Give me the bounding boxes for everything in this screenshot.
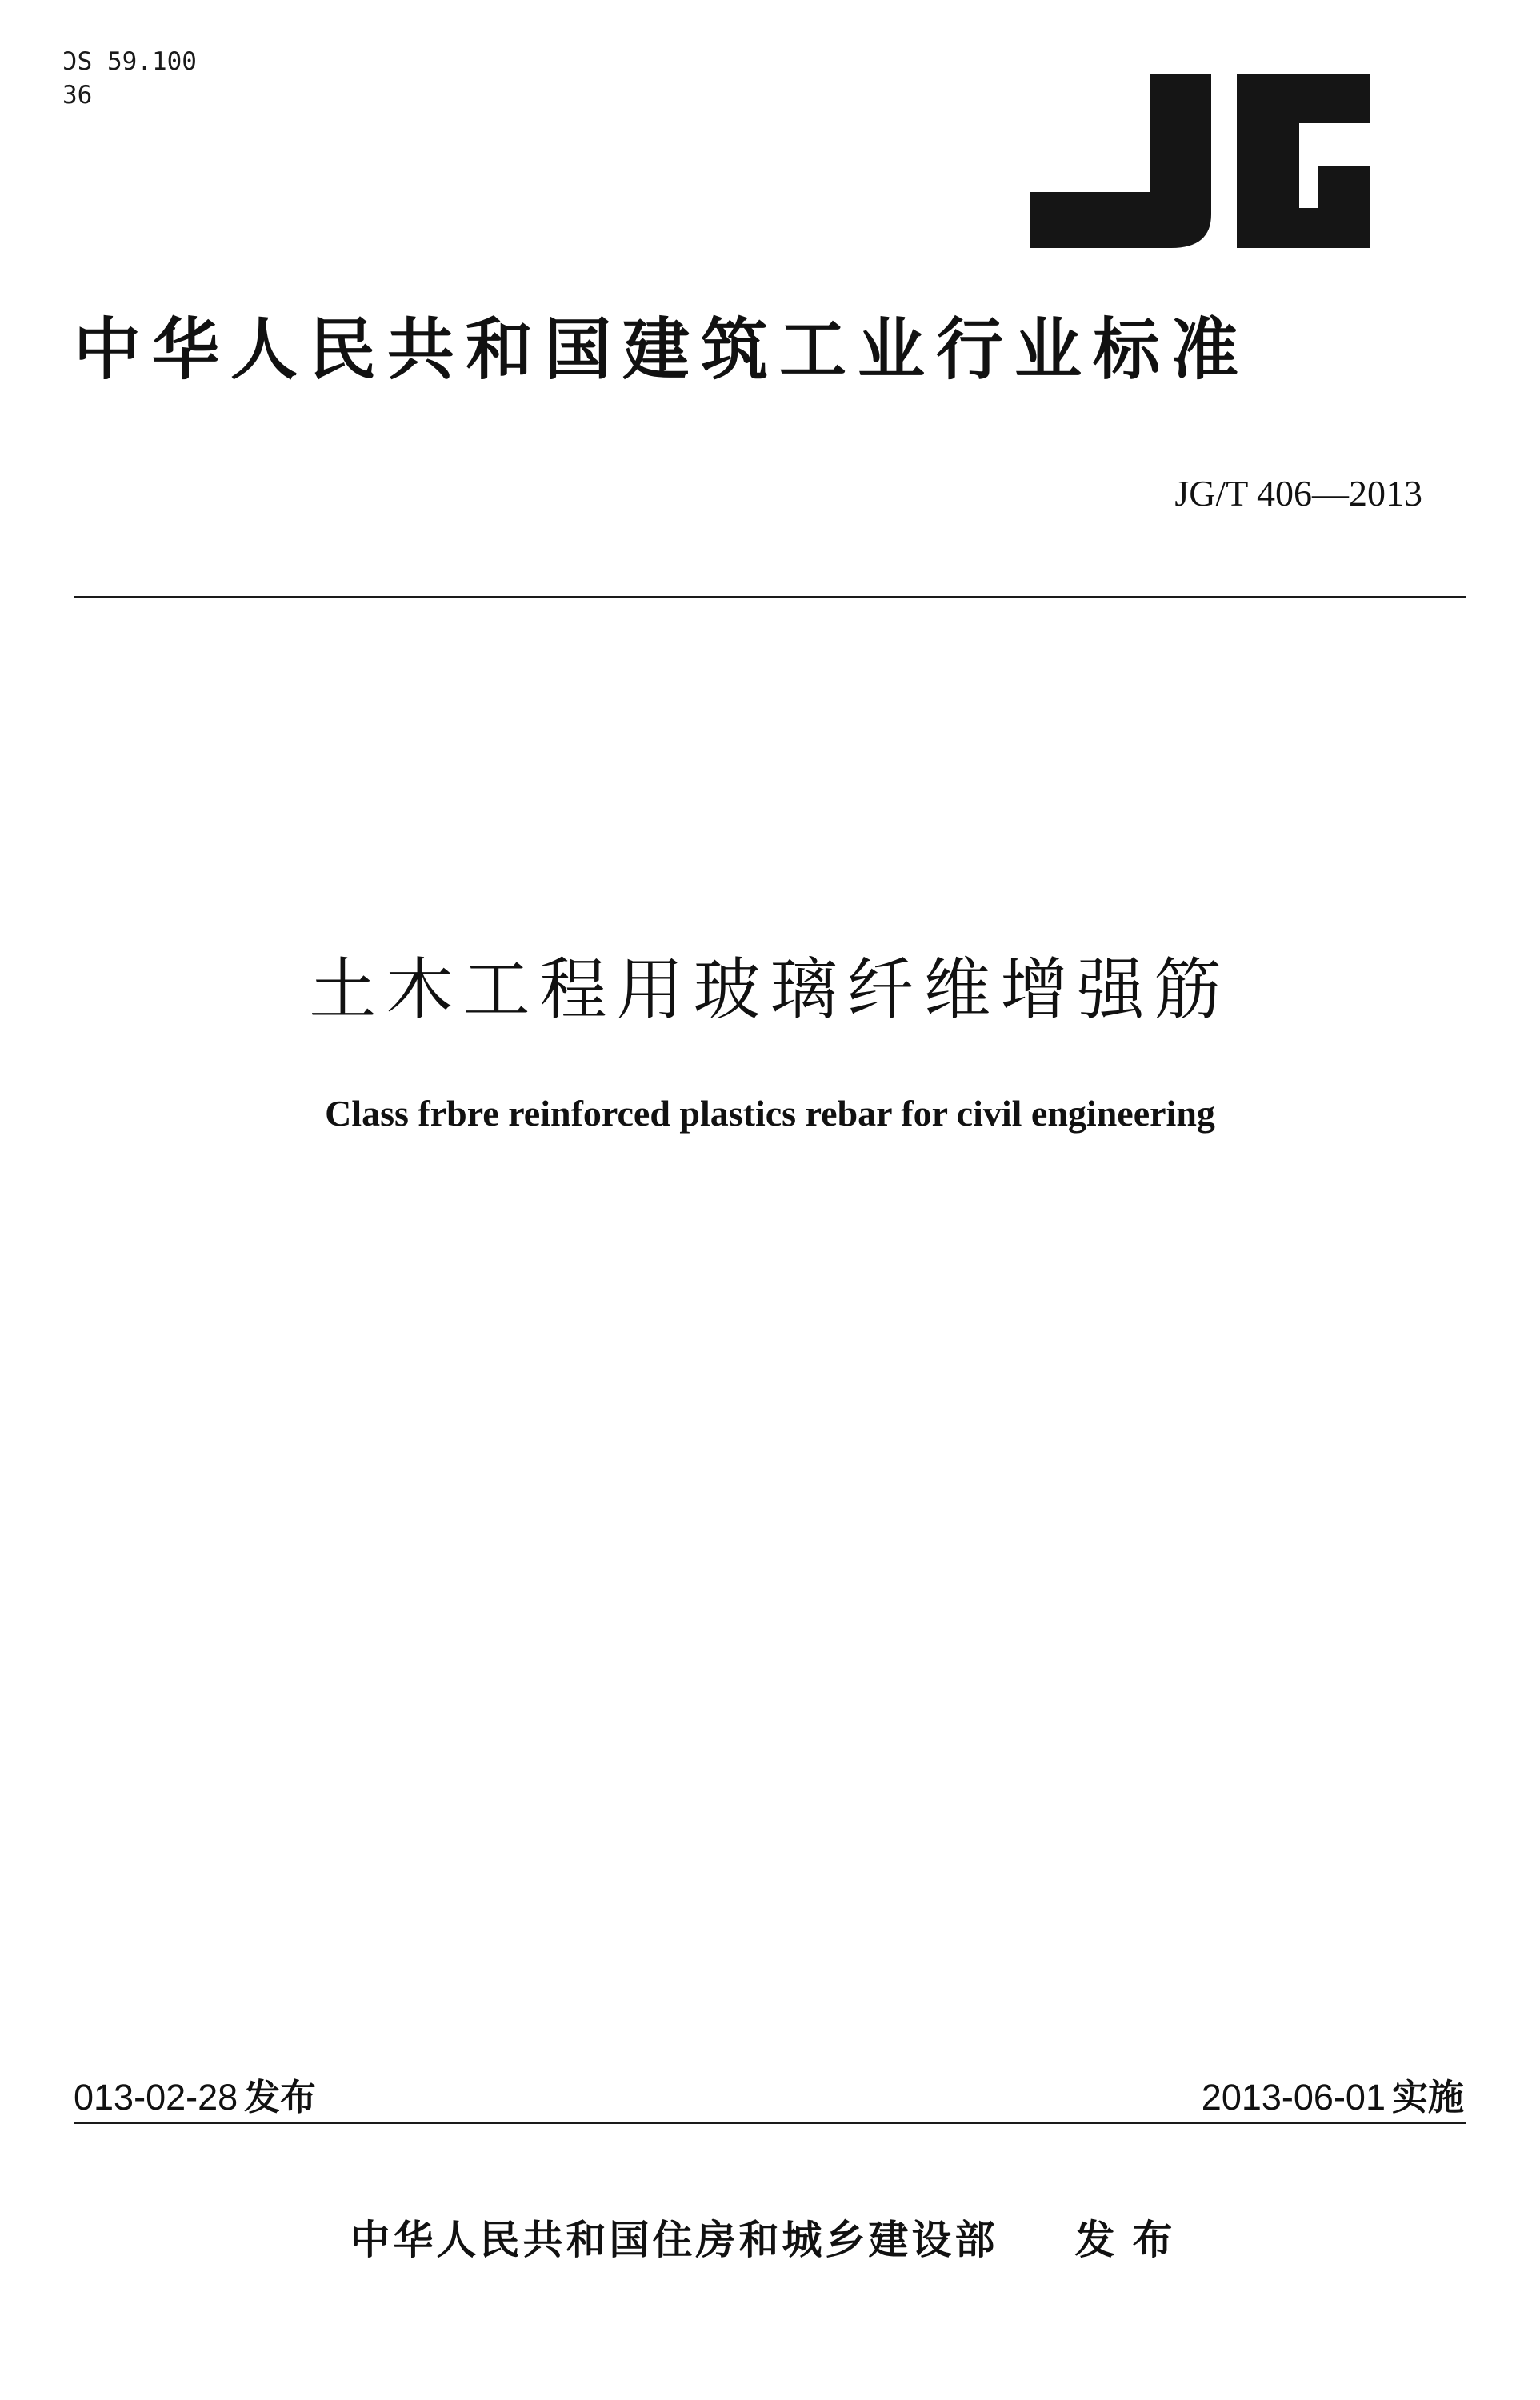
document-title-chinese: 土木工程用玻璃纤维增强筋	[309, 950, 1231, 1029]
effective-label: 实施	[1391, 2076, 1464, 2118]
document-title-english: Class frbre reinforced plastics rebar for civil engineering	[325, 1093, 1215, 1134]
standard-code: JG/T 406—2013	[1174, 473, 1422, 514]
jg-logo	[1030, 74, 1370, 248]
ics-number: ƆS 59.100	[62, 47, 197, 76]
header-divider	[74, 596, 1466, 598]
jg-logo-letterforms	[1030, 74, 1370, 248]
publisher-name: 中华人民共和国住房和城乡建设部	[350, 2217, 998, 2263]
publisher-line	[0, 2208, 1540, 2266]
issue-date: 013-02-28	[74, 2077, 238, 2118]
issue-date-block	[74, 2068, 316, 2120]
standard-category-title: 中华人民共和国建筑工业行业标准	[74, 310, 1250, 389]
effective-date: 2013-06-01	[1201, 2077, 1386, 2118]
publisher-action: 发布	[1074, 2217, 1190, 2263]
effective-date-block	[1202, 2068, 1464, 2120]
ics-classification	[62, 45, 197, 112]
issue-label: 发布	[244, 2076, 317, 2118]
footer-divider	[74, 2122, 1466, 2124]
ccs-number: 36	[62, 81, 93, 110]
